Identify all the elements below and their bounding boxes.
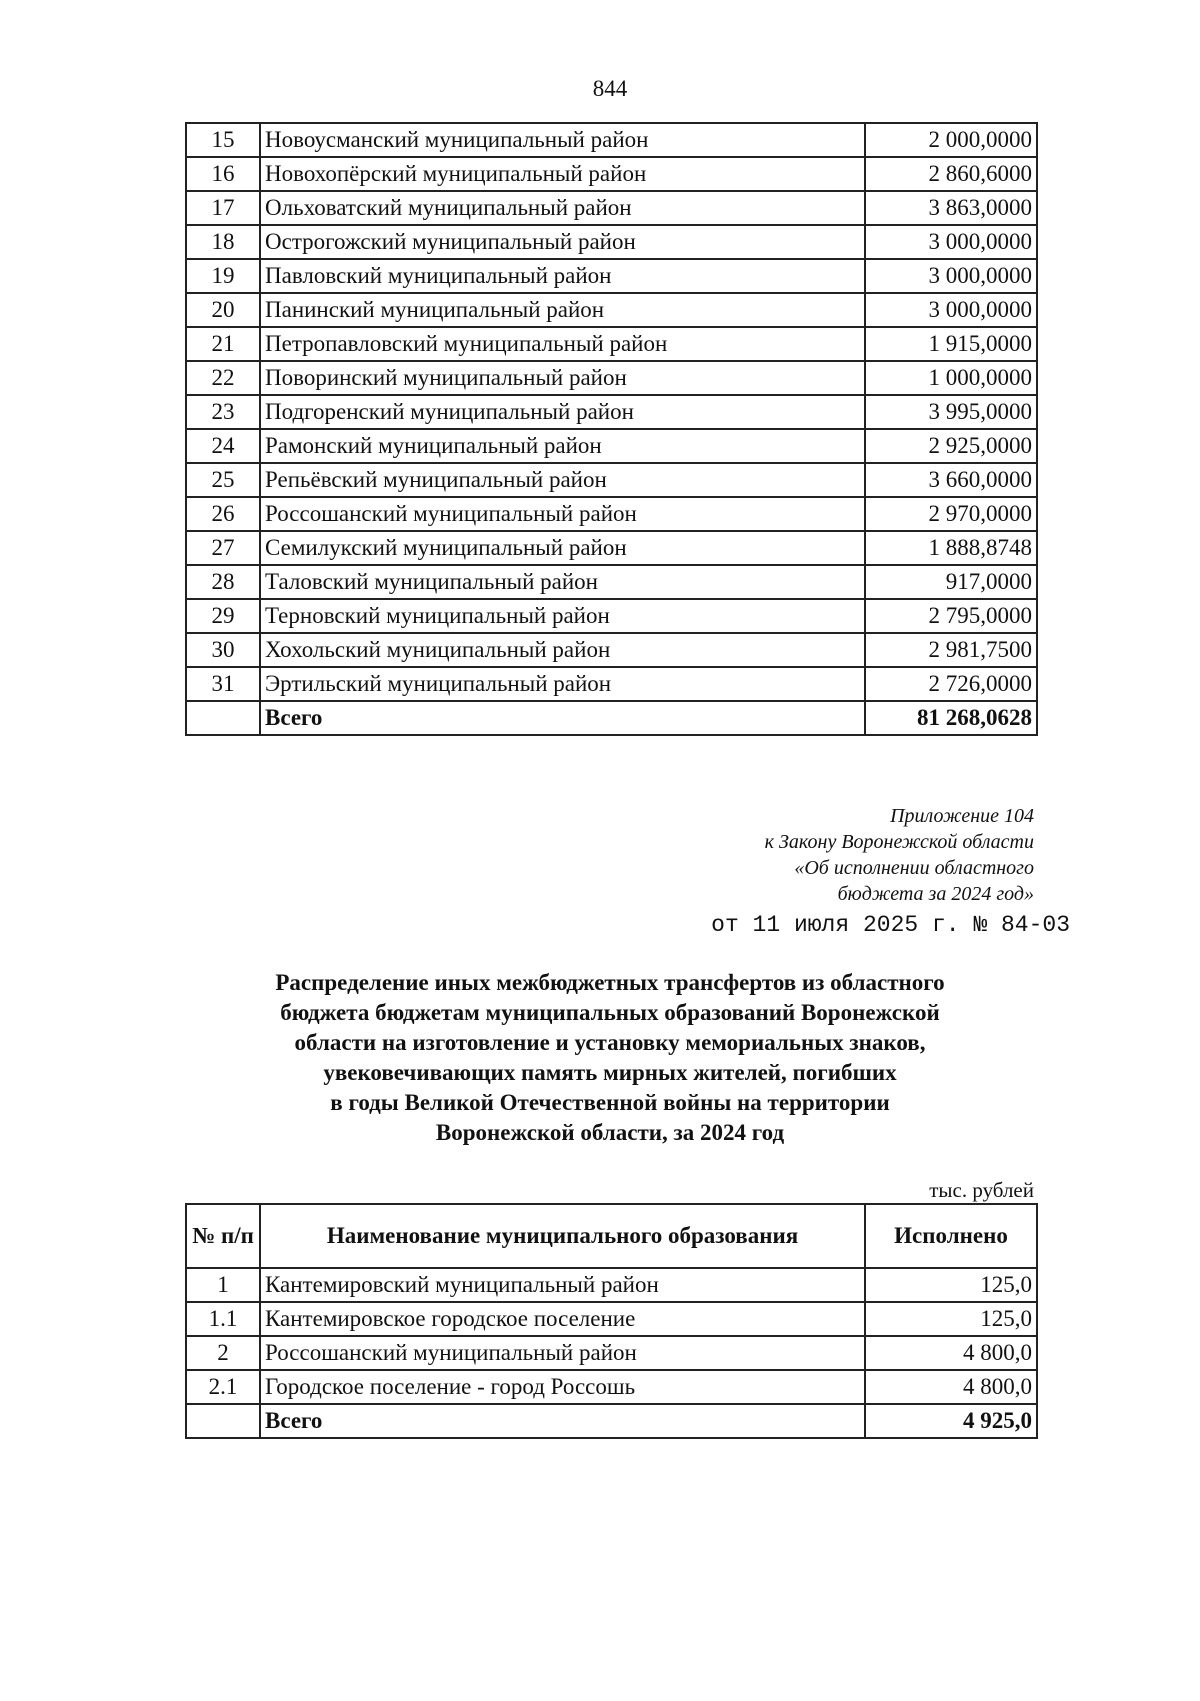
row-value: 3 660,0000 [865,463,1037,497]
table-row [186,497,1037,531]
row-number: 16 [186,157,260,191]
row-name: Подгоренский муниципальный район [260,395,865,429]
row-number: 1.1 [186,1302,260,1336]
row-number: 22 [186,361,260,395]
appendix-line: «Об исполнении областного [794,857,1034,879]
row-value: 2 726,0000 [865,667,1037,701]
unit-label: тыс. рублей [929,1178,1034,1202]
row-number: 24 [186,429,260,463]
appendix-line: к Закону Воронежской области [764,831,1034,853]
row-value: 917,0000 [865,565,1037,599]
row-name: Эртильский муниципальный район [260,667,865,701]
row-number: 26 [186,497,260,531]
table-row [186,1370,1037,1404]
row-name: Хохольский муниципальный район [260,633,865,667]
table-row [186,123,1037,157]
row-value: 1 888,8748 [865,531,1037,565]
row-value: 2 795,0000 [865,599,1037,633]
total-row [186,701,1037,735]
total-value: 4 925,0 [865,1404,1037,1438]
total-empty [186,701,260,735]
table-row [186,531,1037,565]
row-name: Россошанский муниципальный район [260,497,865,531]
row-value: 2 970,0000 [865,497,1037,531]
appendix-line: Приложение 104 [890,805,1034,827]
table-row [186,599,1037,633]
table-row [186,1336,1037,1370]
row-value: 3 000,0000 [865,293,1037,327]
table-row [186,633,1037,667]
row-value: 3 863,0000 [865,191,1037,225]
row-value: 125,0 [865,1302,1037,1336]
section-title [200,968,1020,1148]
row-name: Терновский муниципальный район [260,599,865,633]
title-line: в годы Великой Отечественной войны на территории [330,1090,890,1115]
row-value: 2 925,0000 [865,429,1037,463]
table-row [186,1302,1037,1336]
total-label: Всего [260,1404,865,1438]
row-name: Поворинский муниципальный район [260,361,865,395]
row-name: Рамонский муниципальный район [260,429,865,463]
row-name: Россошанский муниципальный район [260,1336,865,1370]
page-number: 844 [592,76,628,101]
row-name: Ольховатский муниципальный район [260,191,865,225]
row-value: 3 000,0000 [865,259,1037,293]
table-row [186,565,1037,599]
row-number: 27 [186,531,260,565]
table-row [186,1268,1037,1302]
appendix-note [765,803,1034,907]
row-number: 30 [186,633,260,667]
row-number: 31 [186,667,260,701]
total-row [186,1404,1037,1438]
header-number: № п/п [186,1204,260,1268]
row-number: 28 [186,565,260,599]
row-name: Кантемировский муниципальный район [260,1268,865,1302]
table-memorial-transfers [185,1203,1038,1439]
total-value: 81 268,0628 [865,701,1037,735]
table-row [186,191,1037,225]
row-name: Городское поселение - город Россошь [260,1370,865,1404]
title-line: Воронежской области, за 2024 год [435,1120,785,1145]
table-allocations-continued [185,122,1038,736]
table-header [186,1204,1037,1268]
title-line: Распределение иных межбюджетных трансфертов из областного [275,970,945,995]
row-name: Новоусманский муниципальный район [260,123,865,157]
row-number: 29 [186,599,260,633]
appendix-line: бюджета за 2024 год» [837,883,1034,905]
table-row [186,463,1037,497]
row-value: 125,0 [865,1268,1037,1302]
row-value: 2 000,0000 [865,123,1037,157]
row-name: Кантемировское городское поселение [260,1302,865,1336]
row-value: 2 860,6000 [865,157,1037,191]
table-row [186,667,1037,701]
row-name: Семилукский муниципальный район [260,531,865,565]
row-number: 2.1 [186,1370,260,1404]
table-row [186,157,1037,191]
law-date: от 11 июля 2025 г. № 84-03 [711,912,1070,938]
total-empty [186,1404,260,1438]
row-number: 18 [186,225,260,259]
row-value: 3 995,0000 [865,395,1037,429]
row-name: Новохопёрский муниципальный район [260,157,865,191]
row-number: 1 [186,1268,260,1302]
title-line: бюджета бюджетам муниципальных образований Воронежской [280,1000,940,1025]
row-number: 17 [186,191,260,225]
row-name: Панинский муниципальный район [260,293,865,327]
row-name: Петропавловский муниципальный район [260,327,865,361]
row-value: 2 981,7500 [865,633,1037,667]
row-name: Острогожский муниципальный район [260,225,865,259]
row-value: 3 000,0000 [865,225,1037,259]
header-name: Наименование муниципального образования [260,1204,865,1268]
table-row [186,429,1037,463]
row-name: Репьёвский муниципальный район [260,463,865,497]
row-number: 23 [186,395,260,429]
table-row [186,327,1037,361]
row-value: 4 800,0 [865,1336,1037,1370]
row-value: 4 800,0 [865,1370,1037,1404]
row-number: 2 [186,1336,260,1370]
table-row [186,259,1037,293]
table-row [186,225,1037,259]
table-row [186,293,1037,327]
total-label: Всего [260,701,865,735]
row-value: 1 000,0000 [865,361,1037,395]
title-line: увековечивающих память мирных жителей, погибших [323,1060,897,1085]
table-row [186,361,1037,395]
row-value: 1 915,0000 [865,327,1037,361]
table-row [186,395,1037,429]
row-name: Таловский муниципальный район [260,565,865,599]
row-number: 25 [186,463,260,497]
row-number: 20 [186,293,260,327]
row-number: 19 [186,259,260,293]
title-line: области на изготовление и установку мемориальных знаков, [294,1030,926,1055]
row-name: Павловский муниципальный район [260,259,865,293]
header-executed: Исполнено [865,1204,1037,1268]
row-number: 15 [186,123,260,157]
row-number: 21 [186,327,260,361]
